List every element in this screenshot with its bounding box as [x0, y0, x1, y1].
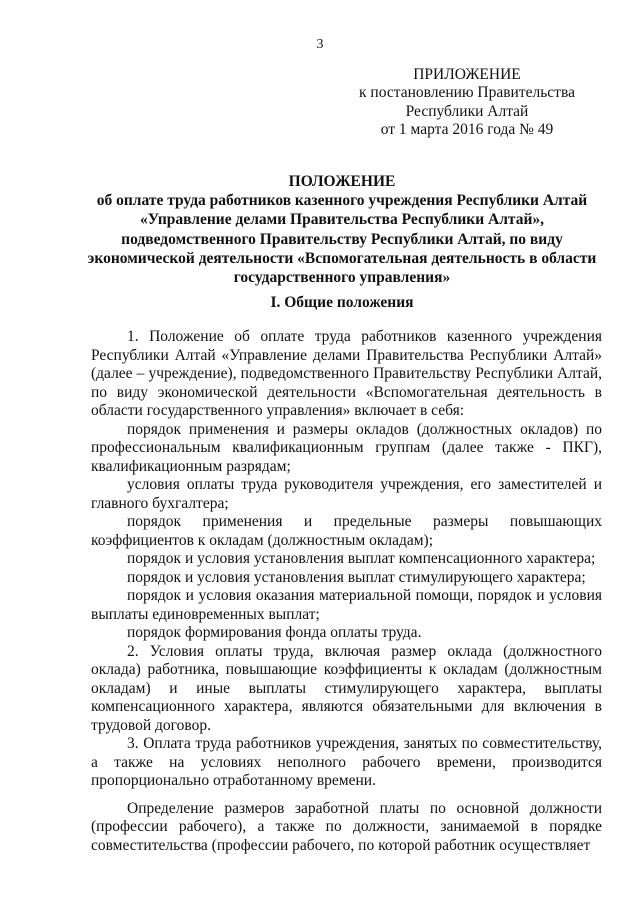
appendix-region: Республики Алтай	[405, 102, 529, 120]
paragraph: 3. Оплата труда работников учреждения, занятых по совместительству, а также на условиях неполного рабочего времени, производится пропорционально отработанному времени.	[91, 735, 602, 789]
paragraph: порядок и условия установления выплат компенсационного характера;	[127, 550, 596, 567]
appendix-label: ПРИЛОЖЕНИЕ	[413, 66, 521, 83]
appendix-reference: к постановлению Правительства	[359, 84, 575, 102]
paragraph: 2. Условия оплаты труда, включая размер оклада (должностного оклада) работника, повышающие коэффициенты к окладам (должностным окладам) и иные выплаты стимулирующего характера, выплаты компенсационного характера, являются обязательными для включения в трудовой договор.	[91, 642, 602, 734]
title-line: ПОЛОЖЕНИЕ	[288, 173, 396, 190]
title-line: об оплате труда работников казенного учреждения Республики Алтай	[96, 192, 588, 210]
title-line: экономической деятельности «Вспомогательная деятельность в области	[87, 249, 597, 267]
title-line: подведомственного Правительству Республики Алтай, по виду	[121, 230, 563, 248]
title-line: государственного управления»	[233, 269, 451, 287]
body-text	[91, 328, 602, 855]
appendix-block	[352, 66, 582, 140]
paragraph: Определение размеров заработной платы по основной должности (профессии рабочего), а также по должности, занимаемой в порядке совместительства (профессии рабочего, по которой работник осуществляет	[91, 799, 602, 854]
appendix-date: от 1 марта 2016 года № 49	[380, 121, 554, 139]
paragraph: порядок формирования фонда оплаты труда.	[127, 624, 422, 641]
paragraph: порядок применения и размеры окладов (должностных окладов) по профессиональным квалификационным группам (далее также - ПКГ), квалификационным разрядам;	[91, 420, 602, 475]
document-title	[70, 172, 614, 287]
paragraph: порядок применения и предельные размеры повышающих коэффициентов к окладам (должностным окладам);	[91, 513, 602, 549]
paragraph: порядок и условия установления выплат стимулирующего характера;	[127, 568, 586, 586]
section-heading: I. Общие положения	[270, 294, 414, 311]
title-line: «Управление делами Правительства Республики Алтай»,	[139, 211, 545, 229]
paragraph: 1. Положение об оплате труда работников казенного учреждения Республики Алтай «Управление делами Правительства Республики Алтай» (далее – учреждение), подведомственного Правительству Республики Алтай, по виду экономической деятельности «Вспомогательная деятельность в области государственного управления» включает в себя:	[91, 328, 602, 419]
paragraph: условия оплаты труда руководителя учреждения, его заместителей и главного бухгалтера;	[91, 476, 602, 512]
paragraph: порядок и условия оказания материальной помощи, порядок и условия выплаты единовременных выплат;	[91, 587, 602, 623]
page-number: 3	[316, 37, 324, 52]
